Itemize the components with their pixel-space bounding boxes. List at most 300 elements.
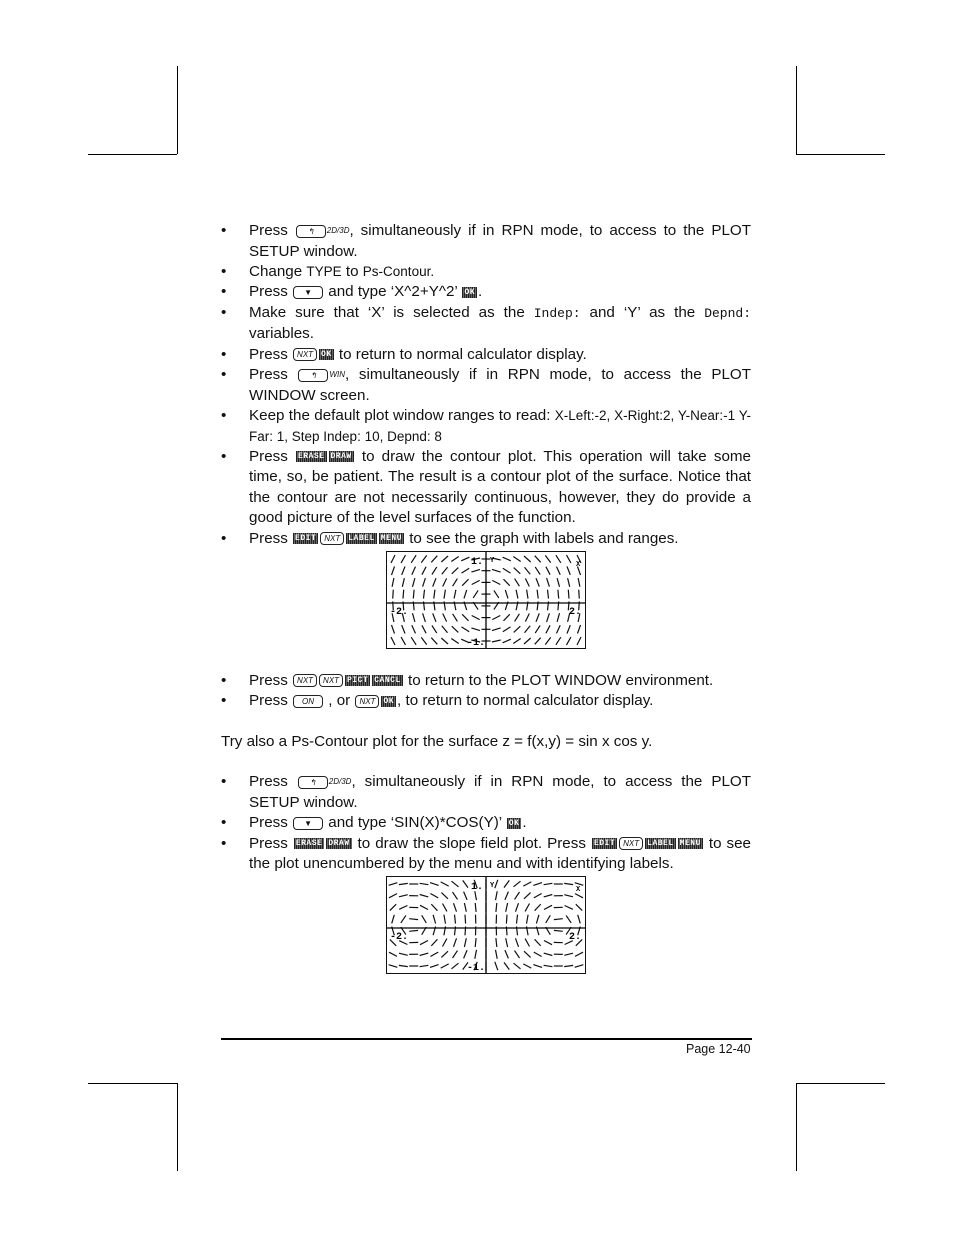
field-dash <box>420 954 429 956</box>
field-dash <box>494 590 499 598</box>
field-dash <box>432 625 437 633</box>
field-dash <box>546 567 550 575</box>
field-dash <box>433 915 436 924</box>
field-dash <box>525 567 531 574</box>
field-dash <box>523 882 531 886</box>
cancl-softkey-icon: CANCL <box>374 676 401 686</box>
field-dash <box>575 894 583 898</box>
field-dash <box>525 939 529 947</box>
text: to return to the PLOT WINDOW environment. <box>403 671 714 689</box>
tick-label-xleft: -2. <box>390 932 409 944</box>
field-dash <box>389 883 398 886</box>
text: Press <box>249 692 293 710</box>
field-dash <box>504 614 510 621</box>
field-dash <box>413 590 414 599</box>
crop-mark <box>88 154 177 155</box>
axis-label-y: Y <box>490 882 495 891</box>
field-dash <box>575 965 584 968</box>
field-dash <box>423 578 426 587</box>
ok-softkey-icon: OK <box>508 818 520 828</box>
field-dash <box>434 590 435 599</box>
field-dash <box>441 952 448 958</box>
field-dash <box>535 625 540 633</box>
field-dash <box>401 916 406 924</box>
field-dash <box>401 555 405 563</box>
field-dash <box>546 916 551 924</box>
field-dash <box>525 904 529 912</box>
field-dash <box>430 953 438 957</box>
tick-label-xright: 2. <box>569 606 582 618</box>
field-dash <box>399 966 408 967</box>
field-dash <box>535 638 541 645</box>
field-dash <box>430 965 439 968</box>
field-dash <box>420 941 428 945</box>
field-dash <box>564 954 573 956</box>
field-dash <box>579 590 580 599</box>
field-dash <box>505 590 508 599</box>
depnd-field-name: Depnd: <box>704 305 752 321</box>
field-dash <box>516 590 518 599</box>
field-dash <box>432 567 437 575</box>
text: to draw the slope field plot. Press <box>352 834 591 852</box>
field-dash <box>535 905 541 912</box>
field-dash <box>402 566 405 574</box>
field-dash <box>578 915 581 924</box>
field-dash <box>496 892 498 901</box>
erase-softkey-icon: ERASE <box>297 452 325 462</box>
field-dash <box>492 569 501 572</box>
footer-rule <box>221 1038 752 1040</box>
field-dash <box>567 637 571 645</box>
field-dash <box>441 882 449 886</box>
field-dash <box>524 952 531 958</box>
field-dash <box>533 883 542 886</box>
crop-mark <box>796 1083 885 1084</box>
field-dash <box>514 568 521 574</box>
list-item <box>221 282 751 302</box>
text: Change <box>249 263 307 281</box>
field-dash <box>392 578 394 587</box>
field-dash <box>514 882 521 888</box>
field-dash <box>525 613 529 621</box>
field-dash <box>422 916 427 924</box>
text: , or <box>324 692 355 710</box>
field-dash <box>515 892 520 899</box>
nxt-key-icon: NXT <box>355 695 379 708</box>
key-label-2d3d: 2D/3D <box>326 226 350 235</box>
field-dash <box>475 939 476 948</box>
field-dash <box>452 882 459 888</box>
field-dash <box>554 931 563 932</box>
field-dash <box>464 939 466 948</box>
field-dash <box>564 966 573 967</box>
field-dash <box>399 906 407 910</box>
tick-label-ytop: 1. <box>471 882 484 894</box>
nxt-key-icon: NXT <box>293 348 317 361</box>
field-dash <box>420 895 429 897</box>
field-dash <box>496 950 498 959</box>
field-dash <box>441 893 448 899</box>
field-dash <box>411 555 416 563</box>
field-dash <box>443 904 447 912</box>
axis-label-y: Y <box>490 556 495 565</box>
text: Press <box>249 671 293 689</box>
key-label-2d3d: 2D/3D <box>328 777 352 787</box>
text: , to return to normal calculator display. <box>397 692 654 710</box>
field-dash <box>431 556 437 563</box>
field-dash <box>392 566 395 575</box>
field-dash <box>492 628 501 631</box>
ok-softkey-icon: OK <box>464 287 476 297</box>
field-dash <box>535 940 541 947</box>
field-dash <box>451 556 458 561</box>
field-dash <box>399 895 408 897</box>
crop-mark <box>796 1083 797 1171</box>
text: Press <box>249 283 293 301</box>
field-dash <box>455 915 456 924</box>
field-dash <box>393 590 394 599</box>
field-dash <box>517 915 518 924</box>
field-dash <box>557 567 561 575</box>
field-dash <box>544 966 553 967</box>
field-dash <box>536 613 539 621</box>
field-dash <box>442 626 448 633</box>
field-dash <box>462 614 468 621</box>
field-dash <box>513 638 520 643</box>
field-dash <box>527 590 528 599</box>
step-list-3 <box>221 772 751 874</box>
field-dash <box>492 580 500 584</box>
field-dash <box>536 578 539 586</box>
field-dash <box>390 905 396 911</box>
field-dash <box>525 626 531 633</box>
field-dash <box>514 626 521 632</box>
field-dash <box>578 578 580 587</box>
ok-softkey-icon: OK <box>321 350 332 360</box>
field-dash <box>402 578 404 587</box>
field-dash <box>496 903 497 912</box>
field-dash <box>472 580 480 584</box>
field-dash <box>409 919 418 920</box>
field-dash <box>421 637 426 644</box>
field-dash <box>453 579 458 587</box>
field-dash <box>389 953 397 957</box>
field-dash <box>567 625 570 633</box>
field-dash <box>461 557 469 561</box>
list-item <box>221 303 751 345</box>
field-dash <box>523 964 531 968</box>
field-dash <box>413 578 415 587</box>
field-dash <box>430 883 439 886</box>
field-dash <box>516 939 519 948</box>
list-item <box>221 529 751 549</box>
field-dash <box>420 884 429 885</box>
field-dash <box>492 615 500 619</box>
field-dash <box>577 637 581 645</box>
down-arrow-key-icon: ▼ <box>293 817 323 830</box>
field-dash <box>391 555 395 563</box>
tick-label-xleft: -2. <box>390 606 409 618</box>
text: . <box>522 814 527 832</box>
field-dash <box>431 940 437 947</box>
text: , simultaneously if in RPN mode, to access to the PLOT SETUP window. <box>249 222 751 260</box>
indep-field-name: Indep: <box>533 305 581 321</box>
field-dash <box>443 939 447 947</box>
field-dash <box>389 965 398 968</box>
field-dash <box>515 951 520 958</box>
crop-mark <box>796 66 797 154</box>
field-dash <box>444 915 446 924</box>
field-dash <box>544 954 553 956</box>
field-dash <box>413 613 415 622</box>
text: to draw the contour plot. This operation will take some time, so, be patient. The result is a contour plot of the surface. Notice that the contour are not necessarily continuous, however, they do provide a good picture of the level surfaces of the function. <box>249 447 751 527</box>
left-shift-key-icon: ↰ <box>296 225 326 238</box>
label-softkey-icon: LABEL <box>348 534 375 544</box>
field-dash <box>506 939 508 948</box>
text: , simultaneously if in RPN mode, to access the PLOT SETUP window. <box>249 773 751 811</box>
text: to <box>341 263 363 281</box>
page-content <box>221 221 751 974</box>
field-dash <box>557 578 559 587</box>
field-dash <box>452 626 459 632</box>
field-dash <box>420 906 428 910</box>
field-dash <box>575 883 584 886</box>
list-item <box>221 345 751 365</box>
field-dash <box>495 880 498 888</box>
field-dash <box>454 904 457 913</box>
text: Press <box>249 222 295 240</box>
field-dash <box>411 637 416 645</box>
text: , simultaneously if in RPN mode, to access the PLOT WINDOW screen. <box>249 366 751 404</box>
field-dash <box>420 966 429 967</box>
field-dash <box>537 590 538 599</box>
field-dash <box>471 628 480 631</box>
crop-mark <box>796 154 885 155</box>
label-softkey-icon: LABEL <box>647 839 674 849</box>
field-dash <box>452 964 459 970</box>
field-dash <box>556 637 561 645</box>
field-dash <box>431 638 437 645</box>
field-dash <box>472 615 480 619</box>
text: . <box>478 283 483 301</box>
list-item <box>221 221 751 262</box>
erase-softkey-icon: ERASE <box>295 839 323 849</box>
contour-plot-screenshot <box>386 551 586 649</box>
text: and type ‘SIN(X)*COS(Y)’ <box>324 814 506 832</box>
field-dash <box>578 625 581 634</box>
field-dash <box>392 915 395 924</box>
field-dash <box>525 578 529 586</box>
field-dash <box>443 613 447 621</box>
field-dash <box>564 884 573 885</box>
field-dash <box>505 951 509 959</box>
axis-label-x: X <box>576 560 581 569</box>
field-dash <box>402 625 405 633</box>
field-dash <box>503 568 511 573</box>
field-dash <box>548 590 549 599</box>
field-dash <box>568 590 569 599</box>
text: and type ‘X^2+Y^2’ <box>324 283 462 301</box>
field-dash <box>495 962 498 970</box>
field-dash <box>464 951 468 959</box>
field-dash <box>412 625 416 633</box>
field-dash <box>534 894 542 898</box>
tick-label-ybot: -1. <box>467 963 486 975</box>
field-dash <box>471 569 480 572</box>
field-dash <box>504 579 510 586</box>
field-dash <box>506 915 507 924</box>
field-dash <box>454 939 457 948</box>
field-dash <box>566 916 571 924</box>
nxt-key-icon: NXT <box>320 532 344 545</box>
page-number: Page 12-40 <box>686 1042 751 1056</box>
field-dash <box>453 951 458 958</box>
step-list-2 <box>221 671 751 712</box>
field-dash <box>504 963 509 970</box>
text: Keep the default plot window ranges to read: <box>249 407 555 425</box>
text: variables. <box>249 325 314 343</box>
field-dash <box>533 965 542 968</box>
crop-mark <box>177 66 178 154</box>
field-dash <box>516 904 519 913</box>
field-dash <box>506 903 508 912</box>
field-dash <box>421 555 426 562</box>
field-dash <box>547 613 550 622</box>
field-dash <box>422 567 426 575</box>
field-dash <box>544 884 553 885</box>
field-dash <box>453 614 458 622</box>
edit-softkey-icon: EDIT <box>593 839 616 849</box>
pict-softkey-icon: PICT <box>347 676 369 686</box>
on-key-icon: ON <box>293 695 323 708</box>
field-dash <box>473 590 478 598</box>
field-dash <box>503 639 511 643</box>
field-dash <box>503 557 511 561</box>
list-item <box>221 813 751 833</box>
field-dash <box>475 950 477 959</box>
field-dash <box>545 555 550 562</box>
field-dash <box>465 915 466 924</box>
field-dash <box>534 953 542 957</box>
text: and ‘Y’ as the <box>580 303 705 321</box>
left-shift-key-icon: ↰ <box>298 776 328 789</box>
field-dash <box>451 638 458 643</box>
field-dash <box>424 590 425 599</box>
field-dash <box>392 625 395 634</box>
field-dash <box>505 892 509 900</box>
field-dash <box>496 939 497 948</box>
text: TYPE <box>306 264 342 280</box>
field-dash <box>389 894 397 898</box>
field-dash <box>515 579 520 587</box>
draw-softkey-icon: DRAW <box>328 839 350 849</box>
list-item <box>221 671 751 691</box>
nxt-key-icon: NXT <box>319 674 343 687</box>
text: Press <box>249 773 297 791</box>
field-dash <box>441 556 448 562</box>
field-dash <box>576 905 582 911</box>
field-dash <box>391 637 395 645</box>
field-dash <box>475 903 476 912</box>
field-dash <box>567 555 571 563</box>
field-dash <box>535 567 540 575</box>
field-dash <box>430 894 438 898</box>
text: to return to normal calculator display. <box>334 345 587 363</box>
crop-mark <box>177 1083 178 1171</box>
key-label-win: WIN <box>329 370 346 380</box>
nxt-key-icon: NXT <box>619 837 643 850</box>
text: Press <box>249 529 293 547</box>
field-dash <box>514 964 521 970</box>
list-item <box>221 834 751 875</box>
field-dash <box>441 638 448 644</box>
field-dash <box>409 931 418 932</box>
nxt-key-icon: NXT <box>293 674 317 687</box>
field-dash <box>462 579 468 586</box>
list-item <box>221 262 751 282</box>
field-dash <box>462 627 470 632</box>
list-item <box>221 406 751 447</box>
field-dash <box>558 590 559 599</box>
text: Press <box>249 447 295 465</box>
field-dash <box>544 906 552 910</box>
text: Ps-Contour. <box>362 264 435 280</box>
paragraph: Try also a Ps-Contour plot for the surface z = f(x,y) = sin x cos y. <box>221 732 653 750</box>
field-dash <box>503 627 511 632</box>
field-dash <box>463 881 468 888</box>
field-dash <box>464 892 468 900</box>
field-dash <box>453 892 458 899</box>
crop-mark <box>88 1083 177 1084</box>
field-dash <box>464 590 467 599</box>
text: Make sure that ‘X’ is selected as the <box>249 303 534 321</box>
step-list-1 <box>221 221 751 549</box>
text: Press <box>249 814 293 832</box>
draw-softkey-icon: DRAW <box>330 452 352 462</box>
field-dash <box>401 637 405 645</box>
field-dash <box>492 640 501 642</box>
field-dash <box>423 613 426 622</box>
field-dash <box>564 895 573 897</box>
field-dash <box>546 625 550 633</box>
menu-softkey-icon: MENU <box>380 534 402 544</box>
field-dash <box>433 578 436 586</box>
field-dash <box>524 638 531 644</box>
field-dash <box>443 578 447 586</box>
field-dash <box>403 590 404 599</box>
down-arrow-key-icon: ▼ <box>293 286 323 299</box>
ok-softkey-icon: OK <box>383 696 395 706</box>
field-dash <box>399 884 408 885</box>
field-dash <box>504 881 509 888</box>
field-dash <box>433 613 436 621</box>
field-dash <box>515 614 520 622</box>
axis-label-x: X <box>576 886 581 895</box>
field-dash <box>554 919 563 920</box>
list-item <box>221 691 751 711</box>
field-dash <box>575 953 583 957</box>
field-dash <box>547 578 550 587</box>
text: to see the plot unencumbered by the menu and with identifying labels. <box>249 834 752 872</box>
field-dash <box>535 556 541 563</box>
text: Press <box>249 366 298 384</box>
menu-softkey-icon: MENU <box>679 839 701 849</box>
field-dash <box>444 590 445 599</box>
field-dash <box>442 567 448 574</box>
list-item <box>221 772 751 813</box>
text: Press <box>249 345 293 363</box>
text: Press <box>249 834 293 852</box>
